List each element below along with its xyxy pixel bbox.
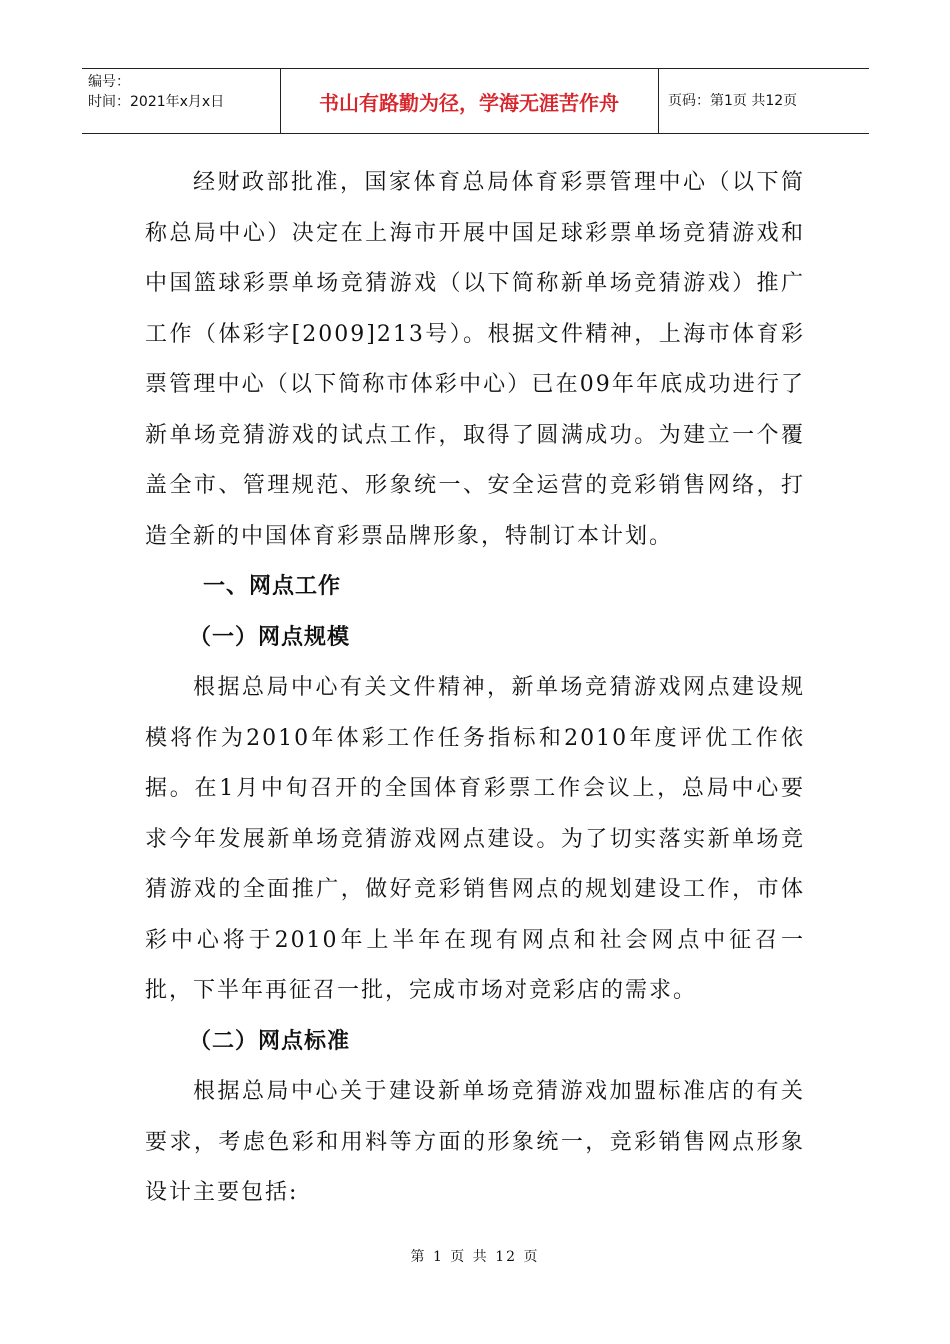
document-time-label: 时间：2021年x月x日: [88, 94, 225, 110]
header-page-info: 页码：第1页 共12页: [668, 93, 798, 109]
header-motto: 书山有路勤为径，学海无涯苦作舟: [319, 90, 619, 115]
page-footer: 第 1 页 共 12 页: [410, 1249, 540, 1265]
intro-paragraph: 经财政部批准，国家体育总局体育彩票管理中心（以下简称总局中心）决定在上海市开展中国足球彩票单场竞猜游戏和中国篮球彩票单场竞猜游戏（以下简称新单场竞猜游戏）推广工作（体彩字[2009]213号）。根据文件精神，上海市体育彩票管理中心（以下简称市体彩中心）已在09年年底成功进行了新单场竞猜游戏的试点工作，取得了圆满成功。为建立一个覆盖全市、管理规范、形象统一、安全运营的竞彩销售网络，打造全新的中国体育彩票品牌形象，特制订本计划。: [145, 170, 805, 549]
document-number-label: 编号：: [88, 74, 130, 90]
page-header: [82, 68, 869, 134]
standard-paragraph: 根据总局中心关于建设新单场竞猜游戏加盟标准店的有关要求，考虑色彩和用料等方面的形象统一，竞彩销售网点形象设计主要包括:: [145, 1079, 805, 1205]
header-divider: [658, 68, 659, 134]
document-body: [145, 158, 805, 1219]
section-heading: 一、网点工作: [203, 574, 342, 599]
header-meta: [88, 72, 224, 112]
subsection-heading: （二）网点标准: [189, 1028, 351, 1054]
subsection-heading: （一）网点规模: [189, 624, 351, 650]
scale-paragraph: 根据总局中心有关文件精神，新单场竞猜游戏网点建设规模将作为2010年体彩工作任务指标和2010年度评优工作依据。在1月中旬召开的全国体育彩票工作会议上，总局中心要求今年发展新单场竞猜游戏网点建设。为了切实落实新单场竞猜游戏的全面推广，做好竞彩销售网点的规划建设工作，市体彩中心将于2010年上半年在现有网点和社会网点中征召一批，下半年再征召一批，完成市场对竞彩店的需求。: [145, 675, 805, 1003]
